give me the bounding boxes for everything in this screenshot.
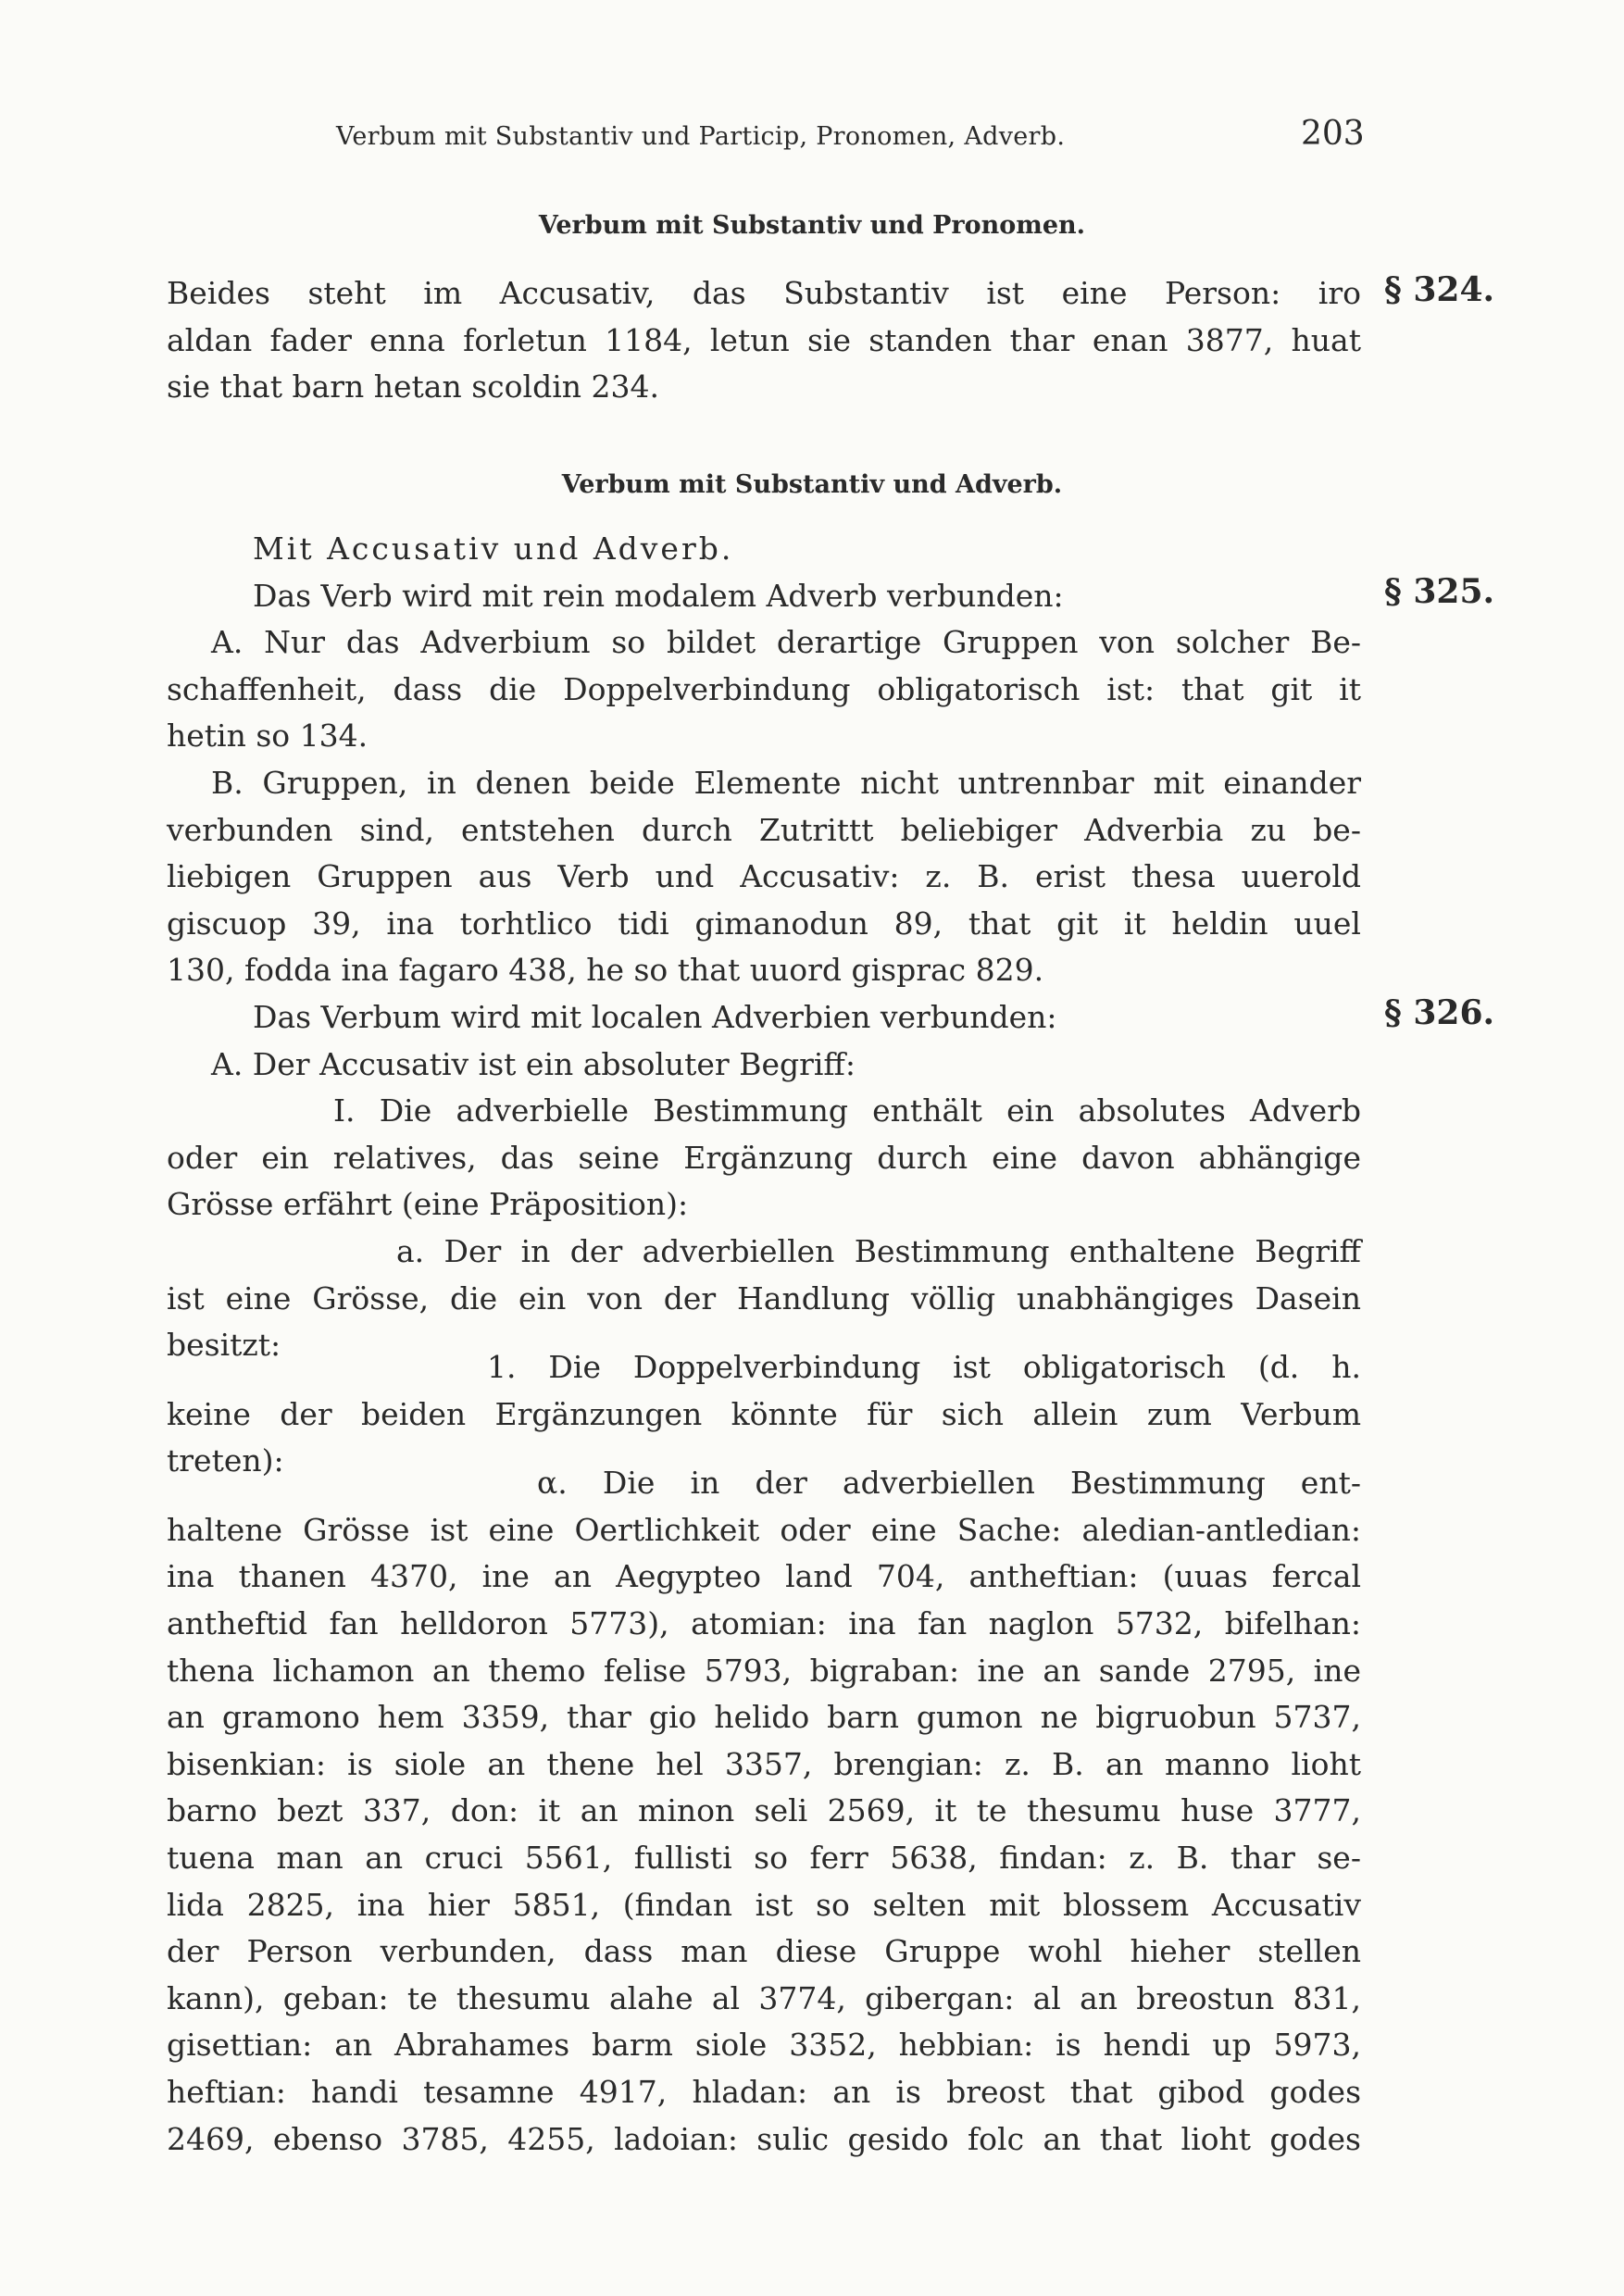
section-number-325: § 325. — [1384, 572, 1495, 611]
text-line: treten): — [167, 1442, 284, 1479]
text-line: Mit Accusativ und Adverb. — [253, 530, 734, 567]
text-line: oder ein relatives, das seine Ergänzung durch eine davon abhängige — [167, 1139, 1361, 1176]
text-line: keine der beiden Ergänzungen könnte für sich allein zum Verbum — [167, 1395, 1361, 1432]
text-line: A. Der Accusativ ist ein absoluter Begriff: — [211, 1045, 856, 1082]
text-line: I. Die adverbielle Bestimmung enthält ein absolutes Adverb — [333, 1092, 1361, 1129]
text-line: schaffenheit, dass die Doppelverbindung obligatorisch ist: that git it — [167, 670, 1361, 707]
paragraph-324 — [167, 270, 1361, 411]
section-number-324: § 324. — [1384, 270, 1495, 309]
text-line: bisenkian: is siole an thene hel 3357, brengian: z. B. an manno lioht — [167, 1745, 1361, 1782]
text-line: aldan fader enna forletun 1184, letun sie standen thar enan 3877, huat — [167, 321, 1361, 358]
text-line: Das Verbum wird mit localen Adverbien verbunden: — [253, 998, 1057, 1035]
text-line: besitzt: — [167, 1327, 281, 1364]
text-line: sie that barn hetan scoldin 234. — [167, 368, 659, 406]
section-heading-pronomen: Verbum mit Substantiv und Pronomen. — [538, 211, 1086, 240]
text-line: liebigen Gruppen aus Verb und Accusativ: z. B. erist thesa uuerold — [167, 858, 1361, 895]
section-number-326: § 326. — [1384, 993, 1495, 1032]
text-line: thena lichamon an themo felise 5793, bigraban: ine an sande 2795, ine — [167, 1652, 1361, 1689]
text-line: kann), geban: te thesumu alahe al 3774, gibergan: al an breostun 831, — [167, 1979, 1361, 2016]
text-line: gisettian: an Abrahames barm siole 3352, hebbian: is hendi up 5973, — [167, 2027, 1361, 2064]
section-heading-adverb: Verbum mit Substantiv und Adverb. — [561, 470, 1063, 499]
text-line: 130, fodda ina fagaro 438, he so that uuord gisprac 829. — [167, 952, 1044, 989]
text-line: α. Die in der adverbiellen Bestimmung ent- — [537, 1465, 1361, 1502]
text-line: tuena man an cruci 5561, fullisti so ferr 5638, findan: z. B. thar se- — [167, 1840, 1361, 1877]
text-line: Das Verb wird mit rein modalem Adverb verbunden: — [253, 577, 1064, 614]
text-line: lida 2825, ina hier 5851, (findan ist so selten mit blossem Accusativ — [167, 1886, 1361, 1923]
text-line: barno bezt 337, don: it an minon seli 2569, it te thesumu huse 3777, — [167, 1792, 1361, 1829]
text-line: der Person verbunden, dass man diese Gruppe wohl hieher stellen — [167, 1933, 1361, 1970]
text-line: 1. Die Doppelverbindung ist obligatorisch (d. h. — [487, 1349, 1361, 1386]
page-number: 203 — [1301, 115, 1365, 153]
text-line: antheftid fan helldoron 5773), atomian: ina fan naglon 5732, bifelhan: — [167, 1605, 1361, 1642]
text-line: giscuop 39, ina torhtlico tidi gimanodun 89, that git it heldin uuel — [167, 905, 1361, 942]
text-line: verbunden sind, entstehen durch Zutrittt beliebiger Adverbia zu be- — [167, 811, 1361, 848]
text-line: a. Der in der adverbiellen Bestimmung enthaltene Begriff — [396, 1232, 1361, 1269]
text-line: an gramono hem 3359, thar gio helido barn gumon ne bigruobun 5737, — [167, 1699, 1361, 1736]
text-line: haltene Grösse ist eine Oertlichkeit oder eine Sache: aledian-antledian: — [167, 1511, 1361, 1548]
paragraph-325-326 — [167, 526, 1361, 2163]
text-line: Beides steht im Accusativ, das Substantiv ist eine Person: iro — [167, 275, 1361, 311]
text-line: 2469, ebenso 3785, 4255, ladoian: sulic gesido folc an that lioht godes — [167, 2120, 1361, 2157]
text-line: hetin so 134. — [167, 718, 369, 755]
text-line: B. Gruppen, in denen beide Elemente nicht untrennbar mit einander — [211, 764, 1361, 801]
text-line: heftian: handi tesamne 4917, hladan: an is breost that gibod godes — [167, 2074, 1361, 2110]
running-title: Verbum mit Substantiv und Particip, Pronomen, Adverb. — [336, 122, 1066, 151]
text-line: Grösse erfährt (eine Präposition): — [167, 1186, 689, 1223]
text-line: ina thanen 4370, ine an Aegypteo land 704, antheftian: (uuas fercal — [167, 1558, 1361, 1595]
text-line: ist eine Grösse, die ein von der Handlung völlig unabhängiges Dasein — [167, 1279, 1361, 1316]
text-line: A. Nur das Adverbium so bildet derartige Gruppen von solcher Be- — [211, 624, 1361, 661]
